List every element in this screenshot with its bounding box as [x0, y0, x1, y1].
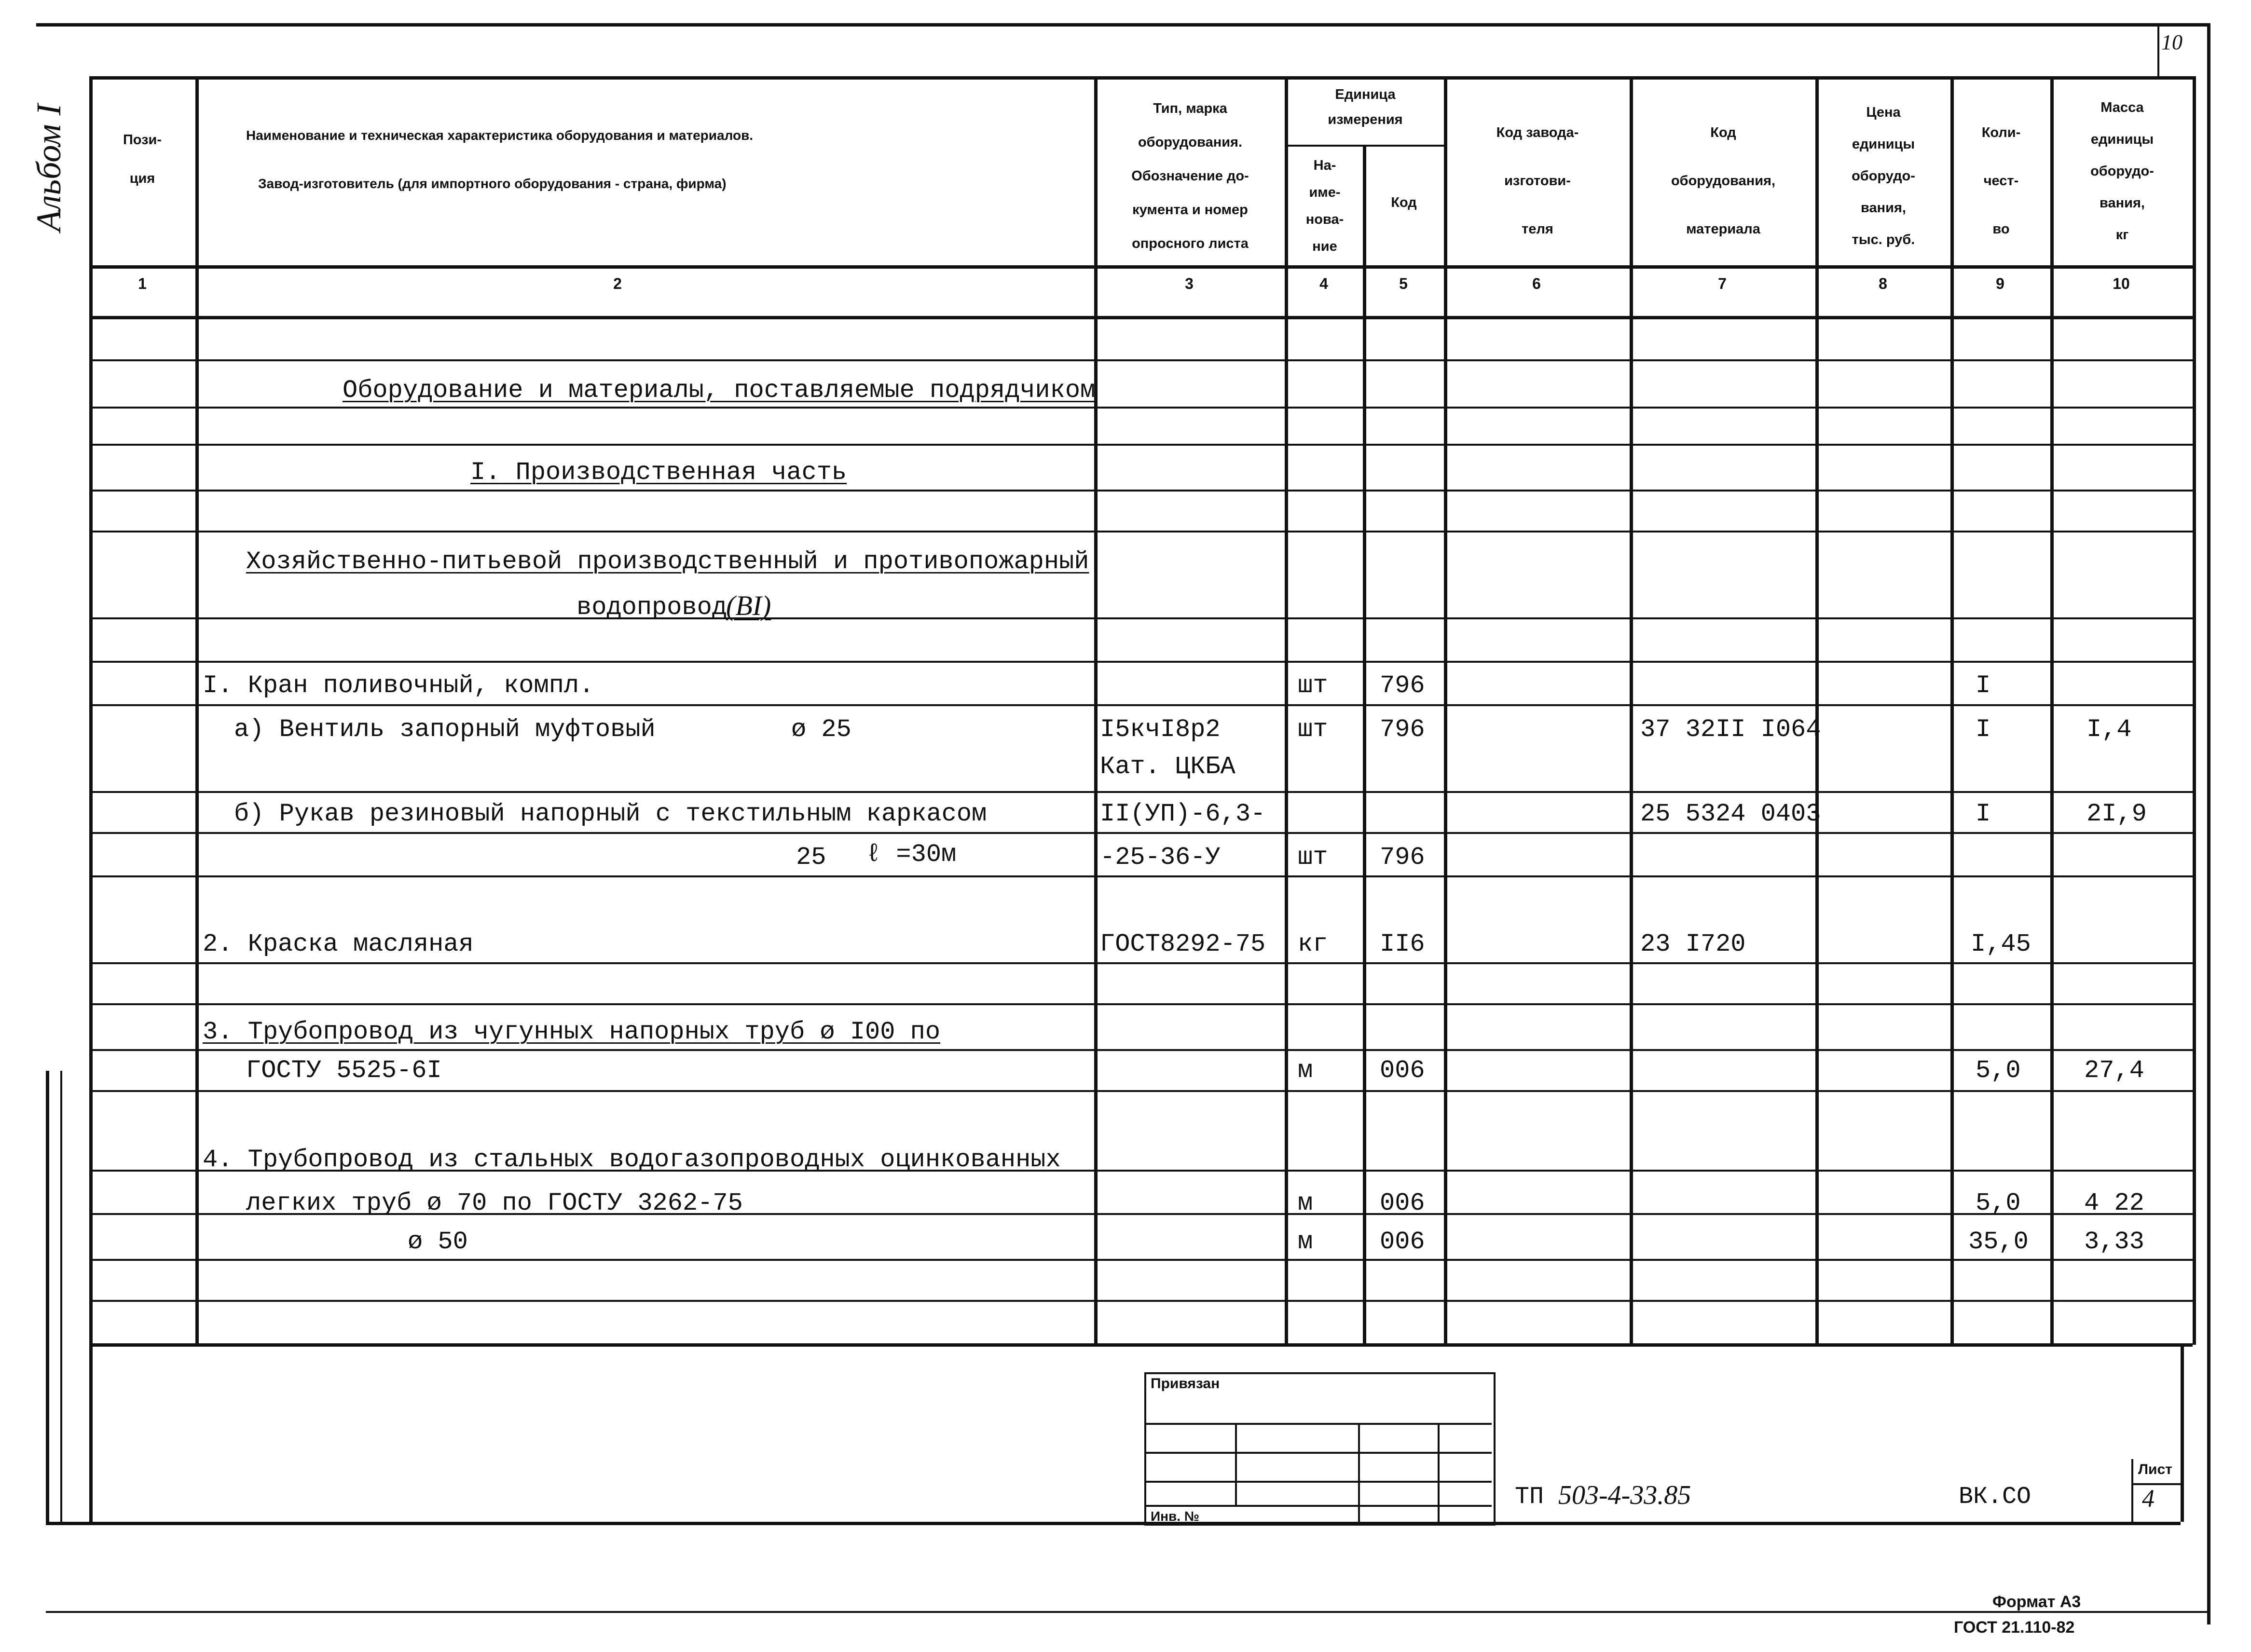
- row-name: а) Вентиль запорный муфтовый: [234, 715, 656, 744]
- row-length: ℓ =30м: [866, 840, 957, 869]
- row-mass: 2I,9: [2086, 800, 2147, 828]
- row-name: I. Кран поливочный, компл.: [203, 671, 594, 700]
- col-number: 3: [1185, 275, 1194, 292]
- header-col6: Код завода- изготови- теля: [1496, 125, 1579, 237]
- side-note: Альбом I: [29, 104, 68, 232]
- row-name: ГОСТУ 5525-6I: [246, 1056, 442, 1085]
- privyazan-box: [1144, 1372, 1496, 1526]
- table-top: [89, 76, 2193, 80]
- row-name: 3. Трубопровод из чугунных напорных труб ø I00 по: [203, 1018, 941, 1046]
- header-col9: Коли- чест- во: [1981, 125, 2021, 237]
- row-code: 006: [1380, 1056, 1425, 1085]
- row-name: легких труб ø 70 по ГОСТУ 3262-75: [246, 1189, 743, 1217]
- row-mass: 27,4: [2084, 1056, 2144, 1085]
- row-code: 006: [1380, 1189, 1425, 1217]
- header-col10: Масса единицы оборудо- вания, кг: [2090, 100, 2154, 243]
- row-mass: 3,33: [2084, 1228, 2144, 1256]
- row-code: II6: [1380, 930, 1425, 958]
- row-unit: шт: [1298, 671, 1328, 700]
- header-col7: Код оборудования, материала: [1671, 125, 1776, 237]
- section-title-cont: водопровод: [576, 593, 727, 622]
- section-title: I. Производственная часть: [470, 458, 847, 487]
- row-unit: м: [1298, 1189, 1313, 1217]
- header-col5: Код: [1391, 195, 1417, 210]
- page-number-box: [2157, 25, 2159, 78]
- top-border: [36, 23, 2207, 27]
- doc-prefix: ТП: [1515, 1483, 1544, 1511]
- header-col4: На- име- нова- ние: [1305, 158, 1344, 254]
- row-name: 2. Краска масляная: [203, 930, 474, 958]
- row-unit: м: [1298, 1228, 1313, 1256]
- row-unit: м: [1298, 1056, 1313, 1085]
- row-dia: ø 25: [791, 715, 851, 744]
- row-equip-code: 23 I720: [1640, 930, 1746, 958]
- col-number: 7: [1718, 275, 1727, 292]
- row-type: Кат. ЦКБА: [1100, 752, 1235, 781]
- privyazan-label: Привязан: [1151, 1376, 1220, 1392]
- header-col1: Пози- ция: [123, 132, 162, 186]
- row-code: 796: [1380, 843, 1425, 872]
- row-type: II(УП)-6,3-: [1100, 800, 1266, 828]
- sheet-label: Лист: [2138, 1461, 2172, 1477]
- inv-label: Инв. №: [1151, 1509, 1200, 1524]
- row-qty: I: [1976, 671, 1991, 700]
- doc-mark: ВК.СО: [1959, 1483, 2031, 1511]
- row-qty: 35,0: [1968, 1228, 2029, 1256]
- col-number: 10: [2113, 275, 2130, 292]
- header-col2-line1: Наименование и техническая характеристика оборудования и материалов.: [246, 128, 754, 143]
- row-name: ø 50: [408, 1228, 468, 1256]
- row-type: ГОСТ8292-75: [1100, 930, 1266, 958]
- row-qty: I: [1976, 715, 1991, 744]
- col-number: 2: [613, 275, 622, 292]
- bottom-border: [46, 1611, 2207, 1613]
- stamp-bottom: [46, 1522, 2181, 1525]
- row-type: I5кчI8р2: [1100, 715, 1221, 744]
- row-code: 006: [1380, 1228, 1425, 1256]
- section-title: Хозяйственно-питьевой производственный и противопожарный: [246, 547, 1089, 576]
- header-col8: Цена единицы оборудо- вания, тыс. руб.: [1852, 105, 1915, 247]
- row-qty: 5,0: [1976, 1189, 2021, 1217]
- row-mass: I,4: [2086, 715, 2132, 744]
- section-title: Оборудование и материалы, поставляемые подрядчиком: [343, 376, 1096, 405]
- row-unit: шт: [1298, 843, 1328, 872]
- col-number: 9: [1996, 275, 2004, 292]
- col-number: 4: [1319, 275, 1328, 292]
- doc-number: 503-4-33.85: [1558, 1480, 1691, 1510]
- col-number: 1: [138, 275, 147, 292]
- row-unit: кг: [1298, 930, 1328, 958]
- header-col3: Тип, марка оборудования. Обозначение до- кумента и номер опросного листа: [1131, 101, 1249, 251]
- page-number: 10: [2161, 30, 2182, 54]
- row-qty: 5,0: [1976, 1056, 2021, 1085]
- row-name: 4. Трубопровод из стальных водогазопроводных оцинкованных: [203, 1146, 1061, 1174]
- right-border: [2207, 23, 2210, 1625]
- gost-label: ГОСТ 21.110-82: [1954, 1618, 2075, 1637]
- row-code: 796: [1380, 671, 1425, 700]
- header-col2-line2: Завод-изготовитель (для импортного оборудования - страна, фирма): [258, 176, 727, 191]
- row-qty: I: [1976, 800, 1991, 828]
- col-number: 8: [1879, 275, 1887, 292]
- row-equip-code: 37 32II I064: [1640, 715, 1821, 744]
- row-name: б) Рукав резиновый напорный с текстильным каркасом: [234, 800, 987, 828]
- row-equip-code: 25 5324 0403: [1640, 800, 1821, 828]
- col-number: 6: [1532, 275, 1541, 292]
- row-unit: шт: [1298, 715, 1328, 744]
- row-code: 796: [1380, 715, 1425, 744]
- sheet-number: 4: [2142, 1485, 2155, 1513]
- row-name-cont: 25: [796, 843, 826, 872]
- row-type: -25-36-У: [1100, 843, 1221, 872]
- row-qty: I,45: [1971, 930, 2031, 958]
- format-label: Формат А3: [1992, 1593, 2081, 1611]
- section-tag: (BI): [726, 590, 771, 621]
- row-mass: 4 22: [2084, 1189, 2144, 1217]
- header-unit-group: Единица измерения: [1328, 87, 1403, 127]
- col-number: 5: [1399, 275, 1408, 292]
